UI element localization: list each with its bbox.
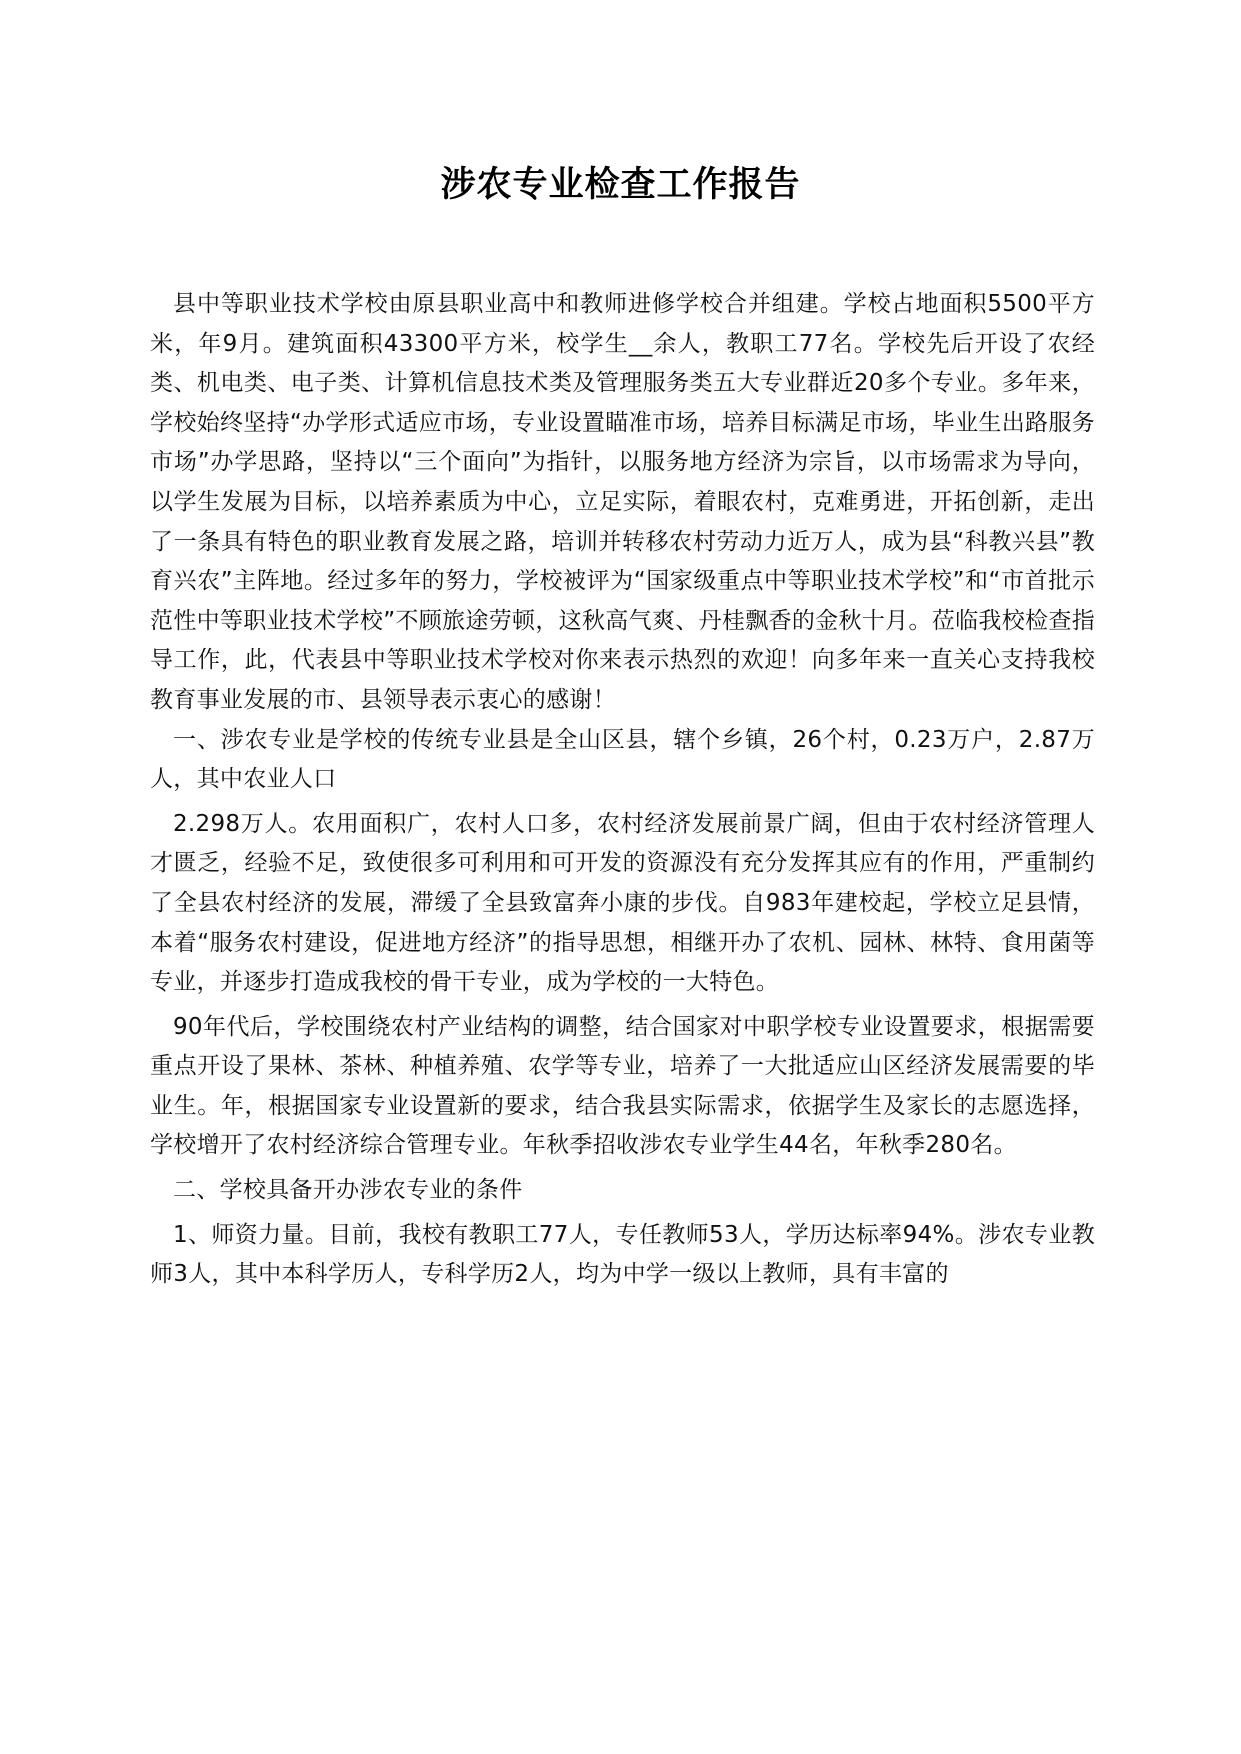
paragraph-90s: 90年代后，学校围绕农村产业结构的调整，结合国家对中职学校专业设置要求，根据需要重点开设了果林、茶林、种植养殖、农学等专业，培养了一大批适应山区经济发展需要的毕业生。年，根据国家专业设置新的要求，结合我县实际需求，依据学生及家长的志愿选择，学校增开了农村经济综合管理专业。年秋季招收涉农专业学生44名，年秋季280名。 xyxy=(150,1013,1095,1159)
document-title: 涉农专业检查工作报告 xyxy=(440,165,801,205)
section-heading-2: 二、学校具备开办涉农专业的条件 xyxy=(173,1177,523,1204)
paragraph-teachers: 1、师资力量。目前，我校有教职工77人，专任教师53人，学历达标率94%。涉农专业教师3人，其中本科学历人，专科学历2人，均为中学一级以上教师，具有丰富的 xyxy=(150,1221,1095,1288)
paragraph-section-1: 一、涉农专业是学校的传统专业县是全山区县，辖个乡镇，26个村，0.23万户，2.87万人，其中农业人口 xyxy=(150,726,1095,793)
paragraph-agri-population: 2.298万人。农用面积广，农村人口多，农村经济发展前景广阔，但由于农村经济管理人才匮乏，经验不足，致使很多可利用和可开发的资源没有充分发挥其应有的作用，严重制约了全县农村经济的发展，滞缓了全县致富奔小康的步伐。自983年建校起，学校立足县情，本着“服务农村建设，促进地方经济”的指导思想，相继开办了农机、园林、林特、食用菌等专业，并逐步打造成我校的骨干专业，成为学校的一大特色。 xyxy=(150,810,1095,996)
document-body xyxy=(150,285,1095,1295)
paragraph-intro: 县中等职业技术学校由原县职业高中和教师进修学校合并组建。学校占地面积5500平方米，年9月。建筑面积43300平方米，校学生__余人，教职工77名。学校先后开设了农经类、机电类、电子类、计算机信息技术类及管理服务类五大专业群近20多个专业。多年来，学校始终坚持“办学形式适应市场，专业设置瞄准市场，培养目标满足市场，毕业生出路服务市场”办学思路，坚持以“三个面向”为指针，以服务地方经济为宗旨，以市场需求为导向，以学生发展为目标，以培养素质为中心，立足实际，着眼农村，克难勇进，开拓创新，走出了一条具有特色的职业教育发展之路，培训并转移农村劳动力近万人，成为县“科教兴县”教育兴农”主阵地。经过多年的努力，学校被评为“国家级重点中等职业技术学校”和“市首批示范性中等职业技术学校”不顾旅途劳顿，这秋高气爽、丹桂飘香的金秋十月。莅临我校检查指导工作，此，代表县中等职业技术学校对你来表示热烈的欢迎！向多年来一直关心支持我校教育事业发展的市、县领导表示衷心的感谢！ xyxy=(150,291,1095,713)
